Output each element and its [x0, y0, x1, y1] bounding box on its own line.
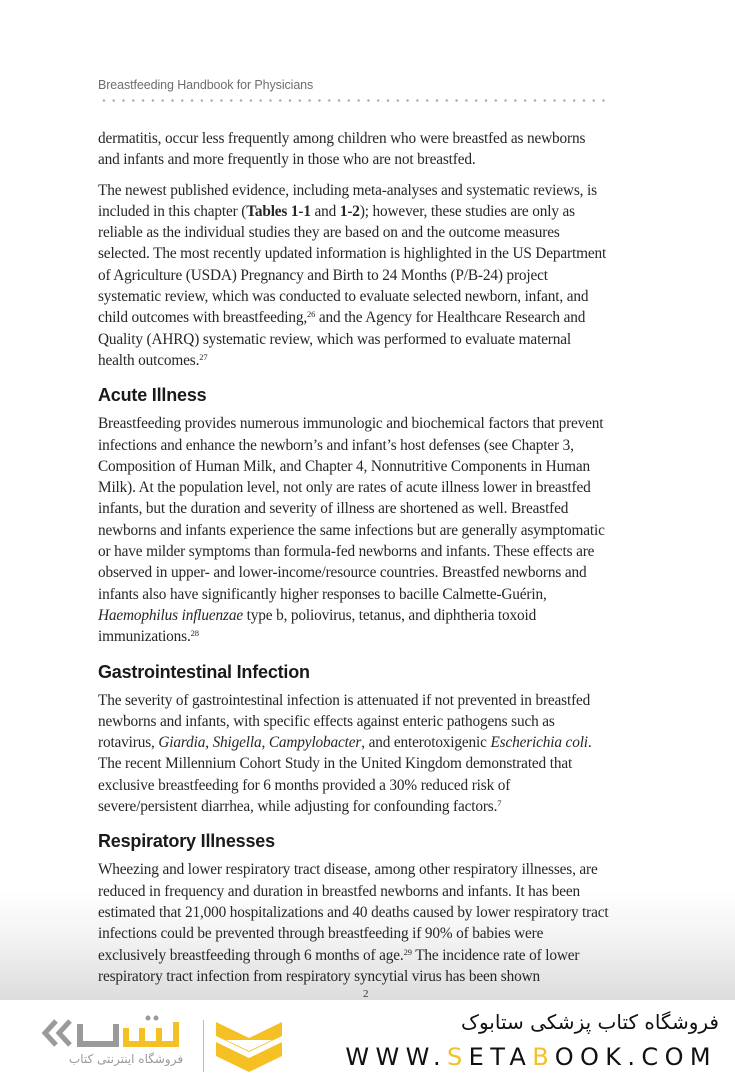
page-number: 2 [363, 988, 369, 1000]
italic-term: Escherichia coli [490, 734, 588, 752]
text-run: The incidence rate of lower respiratory tract infection from respiratory syncytial virus has been shown [98, 946, 580, 985]
url-part-accent: B [532, 1043, 555, 1071]
text-run: . The recent Millennium Cohort Study in the United Kingdom demonstrated that exclusive breastfeeding for 6 months provided a 30% reduced risk of severe/persistent diarrhea, while adjusting for confounding factors. [98, 734, 592, 816]
double-chevron-icon [40, 1018, 80, 1048]
table-reference: Tables 1-1 [246, 202, 311, 220]
section-heading-acute-illness: Acute Illness [98, 385, 207, 406]
text-run: , and enterotoxigenic [361, 734, 491, 752]
italic-term: Giardia [158, 734, 206, 752]
citation-superscript: 29 [403, 946, 412, 957]
running-header-title: Breastfeeding Handbook for Physicians [98, 78, 314, 92]
setabook-logo [24, 1012, 284, 1078]
table-reference: 1-2 [339, 202, 360, 220]
paragraph-evidence [98, 180, 610, 372]
logo-tagline: فروشگاه اینترنتی کتاب [68, 1052, 184, 1066]
citation-superscript: 28 [190, 628, 199, 639]
header-dotted-rule [99, 99, 609, 102]
italic-term: Campylobacter [268, 734, 362, 752]
italic-term: Shigella [212, 734, 262, 752]
text-run: Breastfeeding provides numerous immunologic and biochemical factors that prevent infections and enhance the newborn’s and infant’s host defenses (see Chapter 3, Composition of Human Milk, and Chapter 4, Nonnutritive Components in Human Milk). At the population level, not only are rates of acute illness lower in breastfed infants, but the duration and severity of illness are shortened as well. Breastfed newborns and infants experience the same infections but are generally asymptomatic or have milder symptoms than formula-fed newborns and infants. These effects are observed in upper- and lower-income/resource countries. Breastfed newborns and infants also have significantly higher responses to bacille Calmette-Guérin, [98, 415, 605, 603]
text-run: Wheezing and lower respiratory tract disease, among other respiratory illnesses, are reduced in frequency and duration in breastfed newborns and infants. It has been estimated that 21,000 hospitalizations and 40 deaths caused by lower respiratory tract infections could be prevented through breastfeeding if 90% of babies were exclusively breastfeeding through 6 months of age. [98, 861, 609, 964]
url-part-accent: S [447, 1043, 469, 1071]
chevron-emblem-icon [214, 1016, 284, 1076]
url-part: OOK.COM [554, 1043, 717, 1071]
text-run: The newest published evidence, including meta-analyses and systematic reviews, is included in this chapter ( [98, 181, 597, 220]
text-run: and the Agency for Healthcare Research and Quality (AHRQ) systematic review, which was performed to evaluate maternal health outcomes. [98, 309, 586, 369]
paragraph-intro: dermatitis, occur less frequently among children who were breastfed as newborns and infants and more frequently in those who are not breastfed. [98, 130, 586, 169]
logo-wordmark-icon [76, 1014, 186, 1050]
body-content [98, 128, 610, 987]
italic-term: Haemophilus influenzae [98, 606, 243, 624]
store-name: فروشگاه کتاب پزشکی ستابوک [461, 1010, 719, 1034]
section-heading-gastrointestinal-infection: Gastrointestinal Infection [98, 661, 310, 682]
text-run: The severity of gastrointestinal infection is attenuated if not prevented in breastfed newborns and infants, with specific effects against enteric pathogens such as rotavirus, [98, 691, 591, 752]
text-run: type b, poliovirus, tetanus, and diphtheria toxoid immunizations. [98, 606, 537, 646]
citation-superscript: 26 [307, 309, 316, 320]
paragraph-acute-illness [98, 413, 610, 647]
text-run: and [310, 202, 340, 220]
url-part: WWW. [345, 1043, 447, 1071]
text-run: , [205, 734, 213, 752]
citation-superscript: 27 [199, 351, 208, 362]
paragraph-respiratory [98, 859, 610, 987]
text-run: , [261, 734, 269, 752]
text-run: ); however, these studies are only as reliable as the individual studies they are based on and the outcome measures selected. The most recently updated information is highlighted in the US Department of Agriculture (USDA) Pregnancy and Birth to 24 Months (P/B-24) project systematic review, which was conducted to evaluate selected newborn, infant, and child outcomes with breastfeeding, [98, 202, 607, 327]
store-url-link[interactable] [345, 1043, 717, 1071]
citation-superscript: 7 [497, 798, 502, 809]
paragraph-gastrointestinal [98, 690, 610, 818]
section-heading-respiratory-illnesses: Respiratory Illnesses [98, 831, 275, 852]
url-part: ETA [468, 1043, 533, 1071]
logo-divider [203, 1020, 204, 1072]
